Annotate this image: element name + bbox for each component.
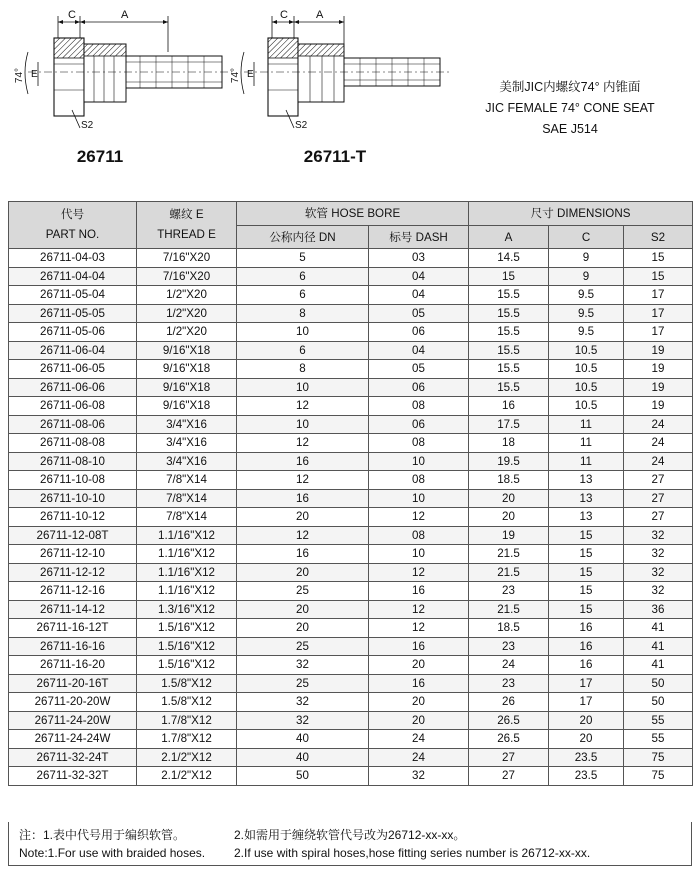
cell-dim-s2: 55: [624, 730, 693, 749]
cell-part-no: 26711-08-08: [9, 434, 137, 453]
header-thread-en: THREAD E: [157, 228, 216, 241]
cell-dim-c: 9: [549, 267, 624, 286]
cell-dn: 50: [237, 767, 369, 786]
cell-part-no: 26711-12-16: [9, 582, 137, 601]
cell-part-no: 26711-08-06: [9, 415, 137, 434]
cell-dn: 20: [237, 563, 369, 582]
cell-dim-c: 15: [549, 563, 624, 582]
cell-dim-a: 21.5: [469, 545, 549, 564]
cell-dim-a: 15.5: [469, 378, 549, 397]
cell-dim-a: 19: [469, 526, 549, 545]
header-dash: 标号 DASH: [369, 226, 469, 249]
cell-thread: 1/2"X20: [137, 323, 237, 342]
cell-dn: 10: [237, 323, 369, 342]
cell-dim-a: 24: [469, 656, 549, 675]
cell-thread: 7/8"X14: [137, 508, 237, 527]
cell-dim-a: 19.5: [469, 452, 549, 471]
cell-thread: 2.1/2"X12: [137, 767, 237, 786]
cell-dim-s2: 27: [624, 489, 693, 508]
cell-thread: 3/4"X16: [137, 415, 237, 434]
cell-dash: 16: [369, 582, 469, 601]
s2-label: S2: [81, 120, 94, 131]
cell-dash: 12: [369, 619, 469, 638]
cell-dash: 05: [369, 304, 469, 323]
cell-dash: 04: [369, 267, 469, 286]
table-row: [9, 545, 693, 564]
cell-part-no: 26711-05-06: [9, 323, 137, 342]
cell-part-no: 26711-04-03: [9, 249, 137, 268]
cell-dim-c: 15: [549, 545, 624, 564]
cell-dim-c: 11: [549, 452, 624, 471]
cell-dim-c: 9: [549, 249, 624, 268]
cell-part-no: 26711-32-32T: [9, 767, 137, 786]
cell-thread: 1.1/16"X12: [137, 545, 237, 564]
cell-dn: 10: [237, 415, 369, 434]
table-row: [9, 508, 693, 527]
cell-dim-s2: 32: [624, 563, 693, 582]
table-row: [9, 378, 693, 397]
cell-dash: 12: [369, 600, 469, 619]
cell-dim-a: 15.5: [469, 323, 549, 342]
cell-dn: 10: [237, 378, 369, 397]
cell-dn: 20: [237, 619, 369, 638]
cell-dash: 08: [369, 471, 469, 490]
cell-dim-c: 16: [549, 619, 624, 638]
cell-thread: 7/16"X20: [137, 267, 237, 286]
cell-part-no: 26711-32-24T: [9, 748, 137, 767]
cell-dn: 12: [237, 526, 369, 545]
cell-dim-s2: 55: [624, 711, 693, 730]
table-row: [9, 304, 693, 323]
cell-dim-c: 9.5: [549, 323, 624, 342]
table-row: [9, 656, 693, 675]
table-row: [9, 730, 693, 749]
cell-thread: 1.5/16"X12: [137, 637, 237, 656]
cell-dim-c: 11: [549, 415, 624, 434]
table-row: [9, 286, 693, 305]
cell-dim-s2: 27: [624, 471, 693, 490]
table-row: [9, 711, 693, 730]
cell-dn: 40: [237, 730, 369, 749]
cell-dim-c: 10.5: [549, 341, 624, 360]
note-en-1: Note:1.For use with braided hoses.: [19, 846, 206, 860]
table-row: [9, 600, 693, 619]
cell-dim-c: 23.5: [549, 767, 624, 786]
cell-dim-c: 9.5: [549, 304, 624, 323]
table-row: [9, 323, 693, 342]
cell-dim-s2: 17: [624, 286, 693, 305]
header-s2: S2: [624, 226, 693, 249]
cell-dim-s2: 50: [624, 693, 693, 712]
table-row: [9, 415, 693, 434]
cell-dim-a: 26.5: [469, 711, 549, 730]
cell-dim-a: 15.5: [469, 341, 549, 360]
cell-dim-a: 14.5: [469, 249, 549, 268]
cell-dn: 12: [237, 471, 369, 490]
table-row: [9, 582, 693, 601]
cell-dim-c: 16: [549, 637, 624, 656]
cell-dash: 24: [369, 730, 469, 749]
cell-dim-a: 17.5: [469, 415, 549, 434]
cell-dash: 10: [369, 489, 469, 508]
note-en-2: 2.If use with spiral hoses,hose fitting series number is 26712-xx-xx.: [234, 846, 591, 860]
cell-thread: 1.1/16"X12: [137, 582, 237, 601]
dim-e-label: E: [247, 69, 254, 80]
cell-dim-s2: 50: [624, 674, 693, 693]
cell-dim-a: 20: [469, 508, 549, 527]
cell-thread: 1.5/16"X12: [137, 656, 237, 675]
cell-dim-c: 13: [549, 489, 624, 508]
cell-dim-s2: 19: [624, 360, 693, 379]
cell-part-no: 26711-20-20W: [9, 693, 137, 712]
cell-dn: 25: [237, 674, 369, 693]
table-row: [9, 563, 693, 582]
notes-box: [8, 822, 692, 866]
spec-table: [8, 201, 693, 786]
cell-thread: 1.5/16"X12: [137, 619, 237, 638]
cell-dim-s2: 32: [624, 545, 693, 564]
cell-dim-a: 18: [469, 434, 549, 453]
cell-dim-a: 18.5: [469, 471, 549, 490]
cell-dn: 8: [237, 360, 369, 379]
table-row: [9, 360, 693, 379]
cell-dim-a: 15.5: [469, 286, 549, 305]
cell-dash: 08: [369, 434, 469, 453]
table-row: [9, 471, 693, 490]
table-row: [9, 526, 693, 545]
cell-dim-a: 27: [469, 748, 549, 767]
cell-part-no: 26711-24-24W: [9, 730, 137, 749]
cell-part-no: 26711-12-10: [9, 545, 137, 564]
dim-c-label: C: [280, 9, 288, 21]
cell-dn: 16: [237, 452, 369, 471]
cell-dash: 20: [369, 711, 469, 730]
cell-dim-a: 27: [469, 767, 549, 786]
cell-part-no: 26711-08-10: [9, 452, 137, 471]
angle-label: 74°: [230, 67, 242, 84]
cell-dn: 6: [237, 267, 369, 286]
cell-part-no: 26711-04-04: [9, 267, 137, 286]
cell-dim-c: 10.5: [549, 378, 624, 397]
header-part-en: PART NO.: [45, 228, 100, 241]
cell-dn: 16: [237, 545, 369, 564]
cell-dim-a: 23: [469, 674, 549, 693]
cell-dim-a: 21.5: [469, 600, 549, 619]
cell-part-no: 26711-24-20W: [9, 711, 137, 730]
table-row: [9, 341, 693, 360]
cell-dim-s2: 19: [624, 341, 693, 360]
cell-dim-a: 20: [469, 489, 549, 508]
table-row: [9, 637, 693, 656]
cell-dash: 06: [369, 323, 469, 342]
cell-part-no: 26711-05-04: [9, 286, 137, 305]
table-row: [9, 434, 693, 453]
table-row: [9, 767, 693, 786]
cell-dim-s2: 41: [624, 656, 693, 675]
table-row: [9, 452, 693, 471]
cell-dim-s2: 32: [624, 526, 693, 545]
cell-part-no: 26711-16-16: [9, 637, 137, 656]
cell-part-no: 26711-06-06: [9, 378, 137, 397]
cell-dim-a: 15.5: [469, 360, 549, 379]
table-row: [9, 489, 693, 508]
cell-dim-c: 16: [549, 656, 624, 675]
cell-dn: 12: [237, 434, 369, 453]
cell-thread: 1.3/16"X12: [137, 600, 237, 619]
cell-thread: 1.1/16"X12: [137, 563, 237, 582]
cell-part-no: 26711-12-12: [9, 563, 137, 582]
cell-dn: 16: [237, 489, 369, 508]
cell-dim-a: 15: [469, 267, 549, 286]
cell-part-no: 26711-10-12: [9, 508, 137, 527]
cell-dim-s2: 36: [624, 600, 693, 619]
cell-part-no: 26711-14-12: [9, 600, 137, 619]
cell-thread: 7/8"X14: [137, 471, 237, 490]
cell-dash: 03: [369, 249, 469, 268]
cell-dim-c: 20: [549, 730, 624, 749]
fitting-drawing-26711-t: [230, 6, 466, 136]
header-thread-cn: 螺纹 E: [169, 208, 204, 221]
cell-thread: 1/2"X20: [137, 286, 237, 305]
cell-dn: 20: [237, 600, 369, 619]
note-cn-1: 注：1.表中代号用于编织软管。: [19, 828, 186, 842]
cell-dim-c: 10.5: [549, 397, 624, 416]
header-c: C: [549, 226, 624, 249]
cell-part-no: 26711-10-10: [9, 489, 137, 508]
cell-dash: 16: [369, 637, 469, 656]
cell-thread: 1.5/8"X12: [137, 693, 237, 712]
cell-dn: 32: [237, 693, 369, 712]
cell-thread: 1.7/8"X12: [137, 711, 237, 730]
header-dimensions: 尺寸 DIMENSIONS: [469, 202, 693, 226]
cell-dim-a: 23: [469, 637, 549, 656]
cell-dn: 40: [237, 748, 369, 767]
cell-dim-a: 15.5: [469, 304, 549, 323]
cell-dash: 06: [369, 378, 469, 397]
cell-thread: 3/4"X16: [137, 452, 237, 471]
cell-dim-c: 15: [549, 582, 624, 601]
table-row: [9, 397, 693, 416]
cell-dash: 24: [369, 748, 469, 767]
title-chinese: 美制JIC内螺纹74° 内锥面: [499, 80, 641, 94]
cell-thread: 9/16"X18: [137, 341, 237, 360]
cell-dim-s2: 17: [624, 323, 693, 342]
hose-fitting-icon: [18, 6, 248, 136]
cell-dash: 10: [369, 452, 469, 471]
cell-dim-s2: 75: [624, 767, 693, 786]
cell-dim-s2: 15: [624, 267, 693, 286]
cell-dim-a: 23: [469, 582, 549, 601]
cell-dn: 32: [237, 711, 369, 730]
cell-dash: 04: [369, 341, 469, 360]
cell-dim-s2: 24: [624, 452, 693, 471]
cell-part-no: 26711-06-04: [9, 341, 137, 360]
table-row: [9, 249, 693, 268]
cell-dim-c: 17: [549, 674, 624, 693]
fitting-title-block: [470, 77, 670, 140]
cell-dn: 25: [237, 637, 369, 656]
title-english: JIC FEMALE 74° CONE SEAT: [485, 101, 655, 115]
title-standard: SAE J514: [542, 122, 598, 136]
cell-thread: 7/16"X20: [137, 249, 237, 268]
cell-dash: 08: [369, 526, 469, 545]
header-dn: 公称内径 DN: [237, 226, 369, 249]
table-row: [9, 619, 693, 638]
cell-thread: 1.1/16"X12: [137, 526, 237, 545]
cell-dim-a: 26: [469, 693, 549, 712]
cell-thread: 2.1/2"X12: [137, 748, 237, 767]
cell-thread: 3/4"X16: [137, 434, 237, 453]
cell-thread: 1/2"X20: [137, 304, 237, 323]
cell-dash: 10: [369, 545, 469, 564]
cell-dim-c: 10.5: [549, 360, 624, 379]
cell-dn: 25: [237, 582, 369, 601]
cell-dash: 12: [369, 563, 469, 582]
cell-dash: 12: [369, 508, 469, 527]
cell-thread: 9/16"X18: [137, 397, 237, 416]
cell-dim-s2: 24: [624, 434, 693, 453]
table-row: [9, 748, 693, 767]
cell-thread: 7/8"X14: [137, 489, 237, 508]
cell-part-no: 26711-20-16T: [9, 674, 137, 693]
cell-dn: 8: [237, 304, 369, 323]
cell-dim-s2: 24: [624, 415, 693, 434]
note-cn-2: 2.如需用于缠绕软管代号改为26712-xx-xx。: [234, 828, 466, 842]
dim-c-label: C: [68, 9, 76, 21]
header-a: A: [469, 226, 549, 249]
cell-dash: 06: [369, 415, 469, 434]
cell-thread: 9/16"X18: [137, 360, 237, 379]
s2-label: S2: [295, 120, 308, 131]
header-part-no: [9, 202, 137, 249]
cell-dim-c: 23.5: [549, 748, 624, 767]
cell-dim-c: 13: [549, 508, 624, 527]
cell-thread: 9/16"X18: [137, 378, 237, 397]
cell-dash: 20: [369, 656, 469, 675]
cell-dash: 16: [369, 674, 469, 693]
fitting-drawing-26711: [14, 6, 248, 136]
cell-part-no: 26711-06-08: [9, 397, 137, 416]
cell-dim-c: 11: [549, 434, 624, 453]
cell-dim-s2: 75: [624, 748, 693, 767]
cell-dim-a: 16: [469, 397, 549, 416]
table-row: [9, 267, 693, 286]
cell-dash: 20: [369, 693, 469, 712]
cell-part-no: 26711-12-08T: [9, 526, 137, 545]
cell-dn: 5: [237, 249, 369, 268]
cell-dim-c: 9.5: [549, 286, 624, 305]
cell-dim-c: 15: [549, 526, 624, 545]
cell-dash: 32: [369, 767, 469, 786]
cell-dim-c: 17: [549, 693, 624, 712]
cell-dash: 08: [369, 397, 469, 416]
cell-dim-s2: 17: [624, 304, 693, 323]
cell-part-no: 26711-16-12T: [9, 619, 137, 638]
cell-dash: 05: [369, 360, 469, 379]
cell-dn: 32: [237, 656, 369, 675]
cell-thread: 1.7/8"X12: [137, 730, 237, 749]
model-label-26711-t: 26711-T: [303, 147, 367, 166]
cell-dim-c: 20: [549, 711, 624, 730]
angle-label: 74°: [14, 67, 26, 84]
cell-dn: 20: [237, 508, 369, 527]
cell-dim-c: 13: [549, 471, 624, 490]
cell-dim-a: 21.5: [469, 563, 549, 582]
cell-dim-s2: 32: [624, 582, 693, 601]
cell-dim-s2: 41: [624, 619, 693, 638]
cell-dash: 04: [369, 286, 469, 305]
cell-dim-s2: 19: [624, 397, 693, 416]
cell-dn: 6: [237, 286, 369, 305]
header-hose-bore: 软管 HOSE BORE: [237, 202, 469, 226]
cell-dim-c: 15: [549, 600, 624, 619]
table-row: [9, 693, 693, 712]
header-thread: [137, 202, 237, 249]
cell-dim-s2: 19: [624, 378, 693, 397]
dim-a-label: A: [316, 9, 324, 21]
model-label-26711: 26711: [76, 147, 124, 166]
cell-part-no: 26711-06-05: [9, 360, 137, 379]
cell-part-no: 26711-10-08: [9, 471, 137, 490]
cell-dim-a: 18.5: [469, 619, 549, 638]
table-body: [9, 249, 693, 786]
cell-dn: 6: [237, 341, 369, 360]
cell-dim-s2: 15: [624, 249, 693, 268]
table-row: [9, 674, 693, 693]
cell-dn: 12: [237, 397, 369, 416]
cell-dim-a: 26.5: [469, 730, 549, 749]
hose-fitting-icon: [236, 6, 466, 136]
cell-part-no: 26711-16-20: [9, 656, 137, 675]
cell-thread: 1.5/8"X12: [137, 674, 237, 693]
cell-part-no: 26711-05-05: [9, 304, 137, 323]
cell-dim-s2: 41: [624, 637, 693, 656]
cell-dim-s2: 27: [624, 508, 693, 527]
dim-e-label: E: [31, 69, 38, 80]
dim-a-label: A: [121, 9, 129, 21]
header-part-cn: 代号: [60, 208, 85, 221]
